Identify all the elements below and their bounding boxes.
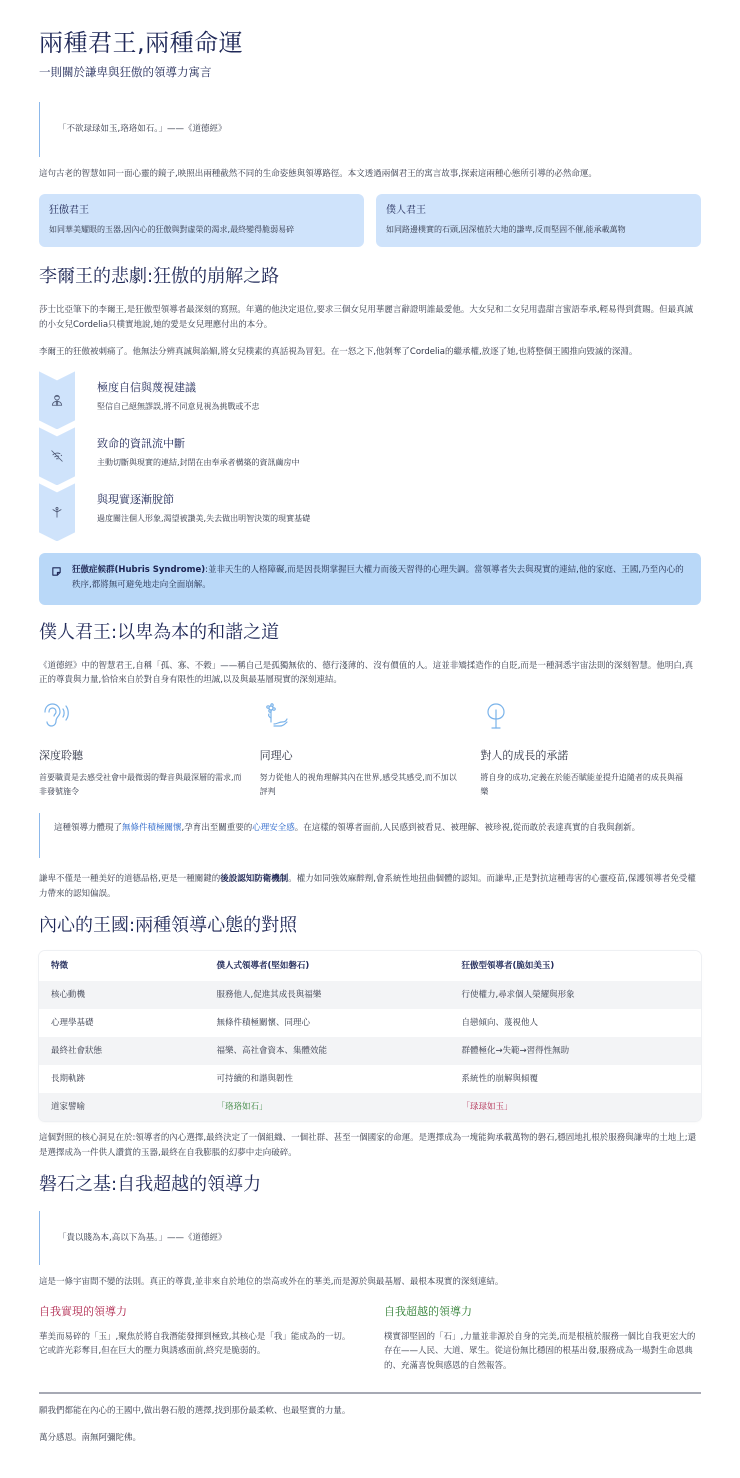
column-title: 自我實現的領導力: [39, 1305, 127, 1319]
step-item: [39, 371, 701, 429]
chevron-step-marker: [39, 371, 75, 429]
table-cell: 系統性的崩解與傾覆: [449, 1065, 701, 1093]
self-transcendence-column: [384, 1302, 701, 1374]
feature-empathy: [260, 700, 481, 799]
metacognitive-defense-term: 後設認知防衛機制: [220, 874, 289, 885]
closing-line: 願我們都能在內心的王國中,做出磐石般的選擇,找到那份最柔軟、也最堅實的力量。: [39, 1406, 351, 1417]
comparison-table: [39, 951, 701, 1121]
feature-title: 對人的成長的承諾: [480, 749, 569, 763]
step-item: [39, 483, 701, 541]
feature-title: 深度聆聽: [39, 749, 83, 763]
step-desc: 堅信自己絕無謬誤,將不同意見視為挑戰或不忠: [97, 401, 260, 411]
highlight-psychological-safety: 心理安全感: [252, 823, 295, 834]
alert-term: 狂傲症候群(Hubris Syndrome): [72, 565, 206, 576]
card-desc: 如同華美耀眼的玉器,因內心的狂傲與對虛榮的渴求,最終變得脆弱易碎: [49, 225, 295, 235]
column-header: 特徵: [39, 951, 205, 981]
paragraph-text: 。權力如同強效麻醉劑,會系統性地扭曲個體的認知。而謙卑,正是對抗這種毒害的心靈疫苗,保護領導者免受權力帶來的認知偏誤。: [39, 874, 696, 900]
flower-hand-icon: [260, 700, 292, 732]
step-item: [39, 427, 701, 485]
jade-metaphor-cell: 「琭琭如玉」: [449, 1093, 701, 1121]
column-desc: 華美而易碎的「玉」,聚焦於將自我潛能發揮到極致,其核心是「我」能成為的一切。它或許光彩奪目,但在巨大的壓力與誘惑面前,終究是脆弱的。: [39, 1331, 351, 1357]
servant-features: [39, 700, 701, 799]
closing-line: 萬分感恩。南無阿彌陀佛。: [39, 1433, 142, 1444]
step-title: 極度自信與蔑視建議: [97, 381, 196, 395]
feature-listening: [39, 700, 260, 799]
column-header: 狂傲型領導者(脆如美玉): [449, 951, 701, 981]
step-desc: 主動切斷與現實的連結,封閉在由奉承者構築的資訊繭房中: [97, 457, 300, 467]
table-cell: 行使權力,尋求個人榮耀與形象: [449, 981, 701, 1009]
card-title: 僕人君王: [386, 204, 426, 216]
closing: [39, 1404, 701, 1446]
alert-text: :並非天生的人格障礙,而是因長期掌握巨大權力而後天習得的心理失調。當領導者失去與現實的連結,他的家庭、王國,乃至內心的秩序,都將無可避免地走向全面崩解。: [72, 565, 684, 591]
table-cell: 道家譬喻: [39, 1093, 205, 1121]
foundation-quote: 「貴以賤為本,高以下為基。」——《道德經》: [39, 1211, 701, 1266]
table-cell: 可持續的和諧與韌性: [205, 1065, 450, 1093]
intro-quote: 「不欲琭琭如玉,珞珞如石。」——《道德經》: [39, 102, 701, 157]
page-title: 兩種君王,兩種命運: [39, 29, 244, 57]
tree-icon: [480, 700, 512, 732]
note-icon: [51, 566, 62, 577]
hubris-alert: [39, 553, 701, 605]
section-heading-comparison: 內心的王國:兩種領導心態的對照: [39, 915, 298, 937]
intro-paragraph: 這句古老的智慧如同一面心靈的鏡子,映照出兩種截然不同的生命姿態與領導路徑。本文透過兩個君王的寓言故事,探索這兩種心態所引導的必然命運。: [39, 169, 597, 179]
servant-paragraph-1: 《道德經》中的智慧君王,自稱「孤、寡、不穀」——稱自己是孤獨無依的、德行淺薄的、沒有價值的人。這並非矯揉造作的自貶,而是一種洞悉宇宙法則的深刻智慧。他明白,真正的尊貴與力量,恰恰來自於對自身有限性的坦誠,以及與最基層現實的深刻連結。: [39, 660, 694, 686]
king-cards: [39, 194, 701, 248]
table-header-row: [39, 951, 701, 981]
foundation-paragraph: 這是一條宇宙間不變的法則。真正的尊貴,並非來自於地位的崇高或外在的華美,而是源於與最基層、最根本現實的深刻連結。: [39, 1277, 504, 1288]
chevron-step-marker: [39, 483, 75, 541]
step-desc: 過度關注個人形象,渴望被讚美,失去做出明智決策的現實基礎: [97, 513, 311, 523]
table-row: [39, 1065, 701, 1093]
table-cell: 自戀傾向、蔑視他人: [449, 1009, 701, 1037]
table-cell: 無條件積極關懷、同理心: [205, 1009, 450, 1037]
callout-text: 。在這樣的領導者面前,人民感到被看見、被理解、被珍視,從而敢於表達真實的自我與創新。: [294, 823, 641, 834]
feature-desc: 努力從他人的視角理解其內在世界,感受其感受,而不加以評判: [259, 773, 457, 797]
table-cell: 核心動機: [39, 981, 205, 1009]
section-heading-foundation: 磐石之基:自我超越的領導力: [39, 1174, 262, 1196]
card-arrogant-king: [39, 194, 364, 248]
page-subtitle: 一則關於謙卑與狂傲的領導力寓言: [39, 65, 212, 79]
self-actualization-column: [39, 1302, 356, 1374]
table-row: [39, 981, 701, 1009]
feature-desc: 將自身的成功,定義在於能否賦能並提升追隨者的成長與福樂: [480, 773, 683, 797]
paragraph-text: 謙卑不僅是一種美好的道德品格,更是一種關鍵的: [39, 874, 221, 885]
callout-text: 這種領導力體現了: [54, 823, 123, 834]
column-header: 僕人式領導者(堅如磐石): [205, 951, 450, 981]
step-title: 與現實逐漸脫節: [97, 493, 174, 507]
wifi-off-icon: [50, 449, 64, 463]
lear-paragraph-1: 莎士比亞筆下的李爾王,是狂傲型領導者最深刻的寫照。年邁的他決定退位,要求三個女兒用華麗言辭證明誰最愛他。大女兒和二女兒用盡甜言蜜語奉承,輕易得到賞賜。但最真誠的小女兒Cordelia只樸實地說,她的愛是女兒理應付出的本分。: [39, 304, 694, 330]
column-title: 自我超越的領導力: [384, 1305, 472, 1319]
humility-paragraph: [39, 872, 701, 902]
chevron-step-marker: [39, 427, 75, 485]
safety-callout: [39, 813, 701, 858]
table-cell: 群體極化→失範→習得性無助: [449, 1037, 701, 1065]
table-row: [39, 1093, 701, 1121]
comparison-paragraph: 這個對照的核心洞見在於:領導者的內心選擇,最終決定了一個組織、一個社群、甚至一個國家的命運。是選擇成為一塊能夠承載萬物的磐石,穩固地扎根於服務與謙卑的土地上;還是選擇成為一件供人讚賞的玉器,最終在自我膨脹的幻夢中走向破碎。: [39, 1133, 697, 1159]
table-cell: 福樂、高社會資本、集體效能: [205, 1037, 450, 1065]
collapse-steps: [39, 371, 701, 541]
table-row: [39, 1037, 701, 1065]
table-cell: 服務他人,促進其成長與福樂: [205, 981, 450, 1009]
step-title: 致命的資訊流中斷: [97, 437, 185, 451]
lear-paragraph-2: 李爾王的狂傲被刺痛了。他無法分辨真誠與諂媚,將女兒樸素的真話視為冒犯。在一怒之下,他剝奪了Cordelia的繼承權,放逐了她,也將整個王國推向毀滅的深淵。: [39, 346, 638, 357]
card-servant-king: [376, 194, 701, 248]
disconnected-person-icon: [50, 505, 64, 519]
table-cell: 心理學基礎: [39, 1009, 205, 1037]
divider: [39, 1392, 701, 1394]
table-cell: 長期軌跡: [39, 1065, 205, 1093]
user-tie-icon: [50, 393, 64, 407]
ear-listening-icon: [39, 700, 71, 732]
stone-metaphor-cell: 「珞珞如石」: [205, 1093, 450, 1121]
table-cell: 最終社會狀態: [39, 1037, 205, 1065]
section-heading-lear: 李爾王的悲劇:狂傲的崩解之路: [39, 266, 280, 288]
card-title: 狂傲君王: [49, 204, 89, 216]
table-row: [39, 1009, 701, 1037]
column-desc: 樸實卻堅固的「石」,力量並非源於自身的完美,而是根植於服務一個比自我更宏大的存在——人民、大道、眾生。從這份無比穩固的根基出發,服務成為一場對生命恩典的、充滿喜悅與感恩的自然報答。: [384, 1331, 696, 1372]
card-desc: 如同路邊樸實的石頭,因深植於大地的謙卑,反而堅固不催,能承載萬物: [386, 225, 626, 235]
section-heading-servant: 僕人君王:以卑為本的和諧之道: [39, 622, 280, 644]
callout-text: ,孕育出至關重要的: [181, 823, 253, 834]
feature-title: 同理心: [259, 749, 293, 763]
feature-growth: [480, 700, 701, 799]
highlight-unconditional-regard: 無條件積極關懷: [122, 823, 182, 834]
feature-desc: 首要職責是去感受社會中最微弱的聲音與最深層的需求,而非發號施令: [39, 773, 242, 797]
leadership-comparison: [39, 1302, 701, 1374]
